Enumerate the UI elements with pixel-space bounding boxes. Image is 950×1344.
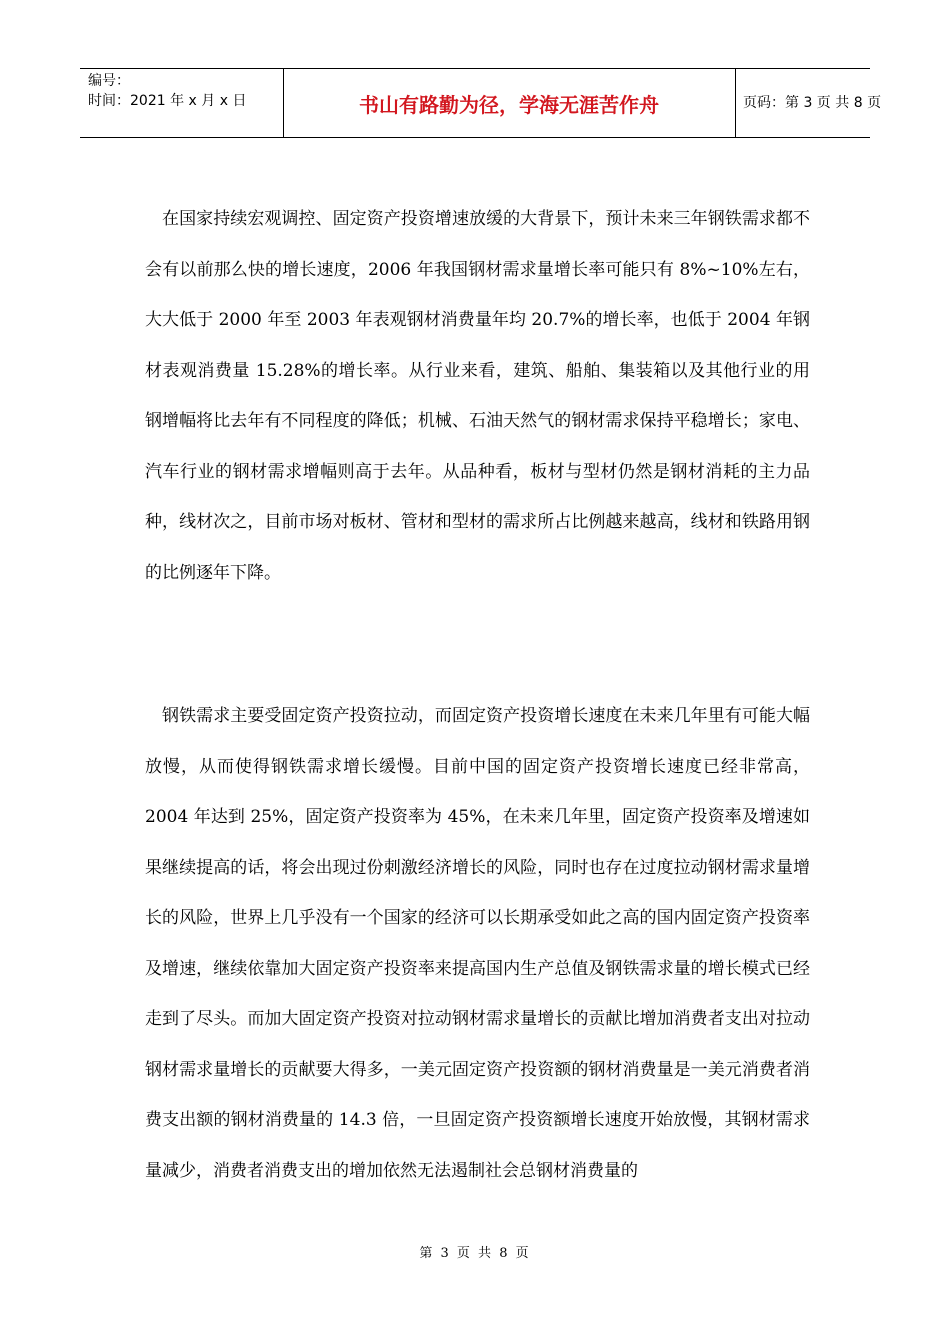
body-paragraph-2: 钢铁需求主要受固定资产投资拉动，而固定资产投资增长速度在未来几年里有可能大幅放慢，从而使得钢铁需求增长缓慢。目前中国的固定资产投资增长速度已经非常高，2004 年达到 25%，固定资产投资率为 45%，在未来几年里，固定资产投资率及增速如果继续提高的话，将会出现过份刺激经济增长的风险，同时也存在过度拉动钢材需求量增长的风险，世界上几乎没有一个国家的经济可以长期承受如此之高的国内固定资产投资率及增速，继续依靠加大固定资产投资率来提高国内生产总值及钢铁需求量的增长模式已经走到了尽头。而加大固定资产投资对拉动钢材需求量增长的贡献比增加消费者支出对拉动钢材需求量增长的贡献要大得多，一美元固定资产投资额的钢材消费量是一美元消费者消费支出额的钢材消费量的 14.3 倍，一旦固定资产投资额增长速度开始放慢，其钢材需求量减少，消费者消费支出的增加依然无法遏制社会总钢材消费量的: [145, 706, 810, 1181]
header-motto-cell: [283, 69, 736, 137]
header-meta-cell: [80, 69, 284, 137]
header-page-cell: [735, 69, 882, 137]
header-page-info: 页码：第 3 页 共 8 页: [743, 95, 882, 111]
document-number-label: 编号：: [88, 73, 130, 89]
document-header: [80, 68, 882, 138]
body-paragraph-1: 在国家持续宏观调控、固定资产投资增速放缓的大背景下，预计未来三年钢铁需求都不会有以前那么快的增长速度，2006 年我国钢材需求量增长率可能只有 8%~10%左右，大大低于 2000 年至 2003 年表观钢材消费量年均 20.7%的增长率，也低于 2004 年钢材表观消费量 15.28%的增长率。从行业来看，建筑、船舶、集装箱以及其他行业的用钢增幅将比去年有不同程度的降低；机械、石油天然气的钢材需求保持平稳增长；家电、汽车行业的钢材需求增幅则高于去年。从品种看，板材与型材仍然是钢材消耗的主力品种，线材次之，目前市场对板材、管材和型材的需求所占比例越来越高，线材和铁路用钢的比例逐年下降。: [145, 209, 810, 583]
header-motto: 书山有路勤为径，学海无涯苦作舟: [359, 93, 659, 117]
document-date-label: 时间：2021 年 x 月 x 日: [88, 93, 247, 109]
page-footer: 第 3 页 共 8 页: [419, 1246, 531, 1261]
